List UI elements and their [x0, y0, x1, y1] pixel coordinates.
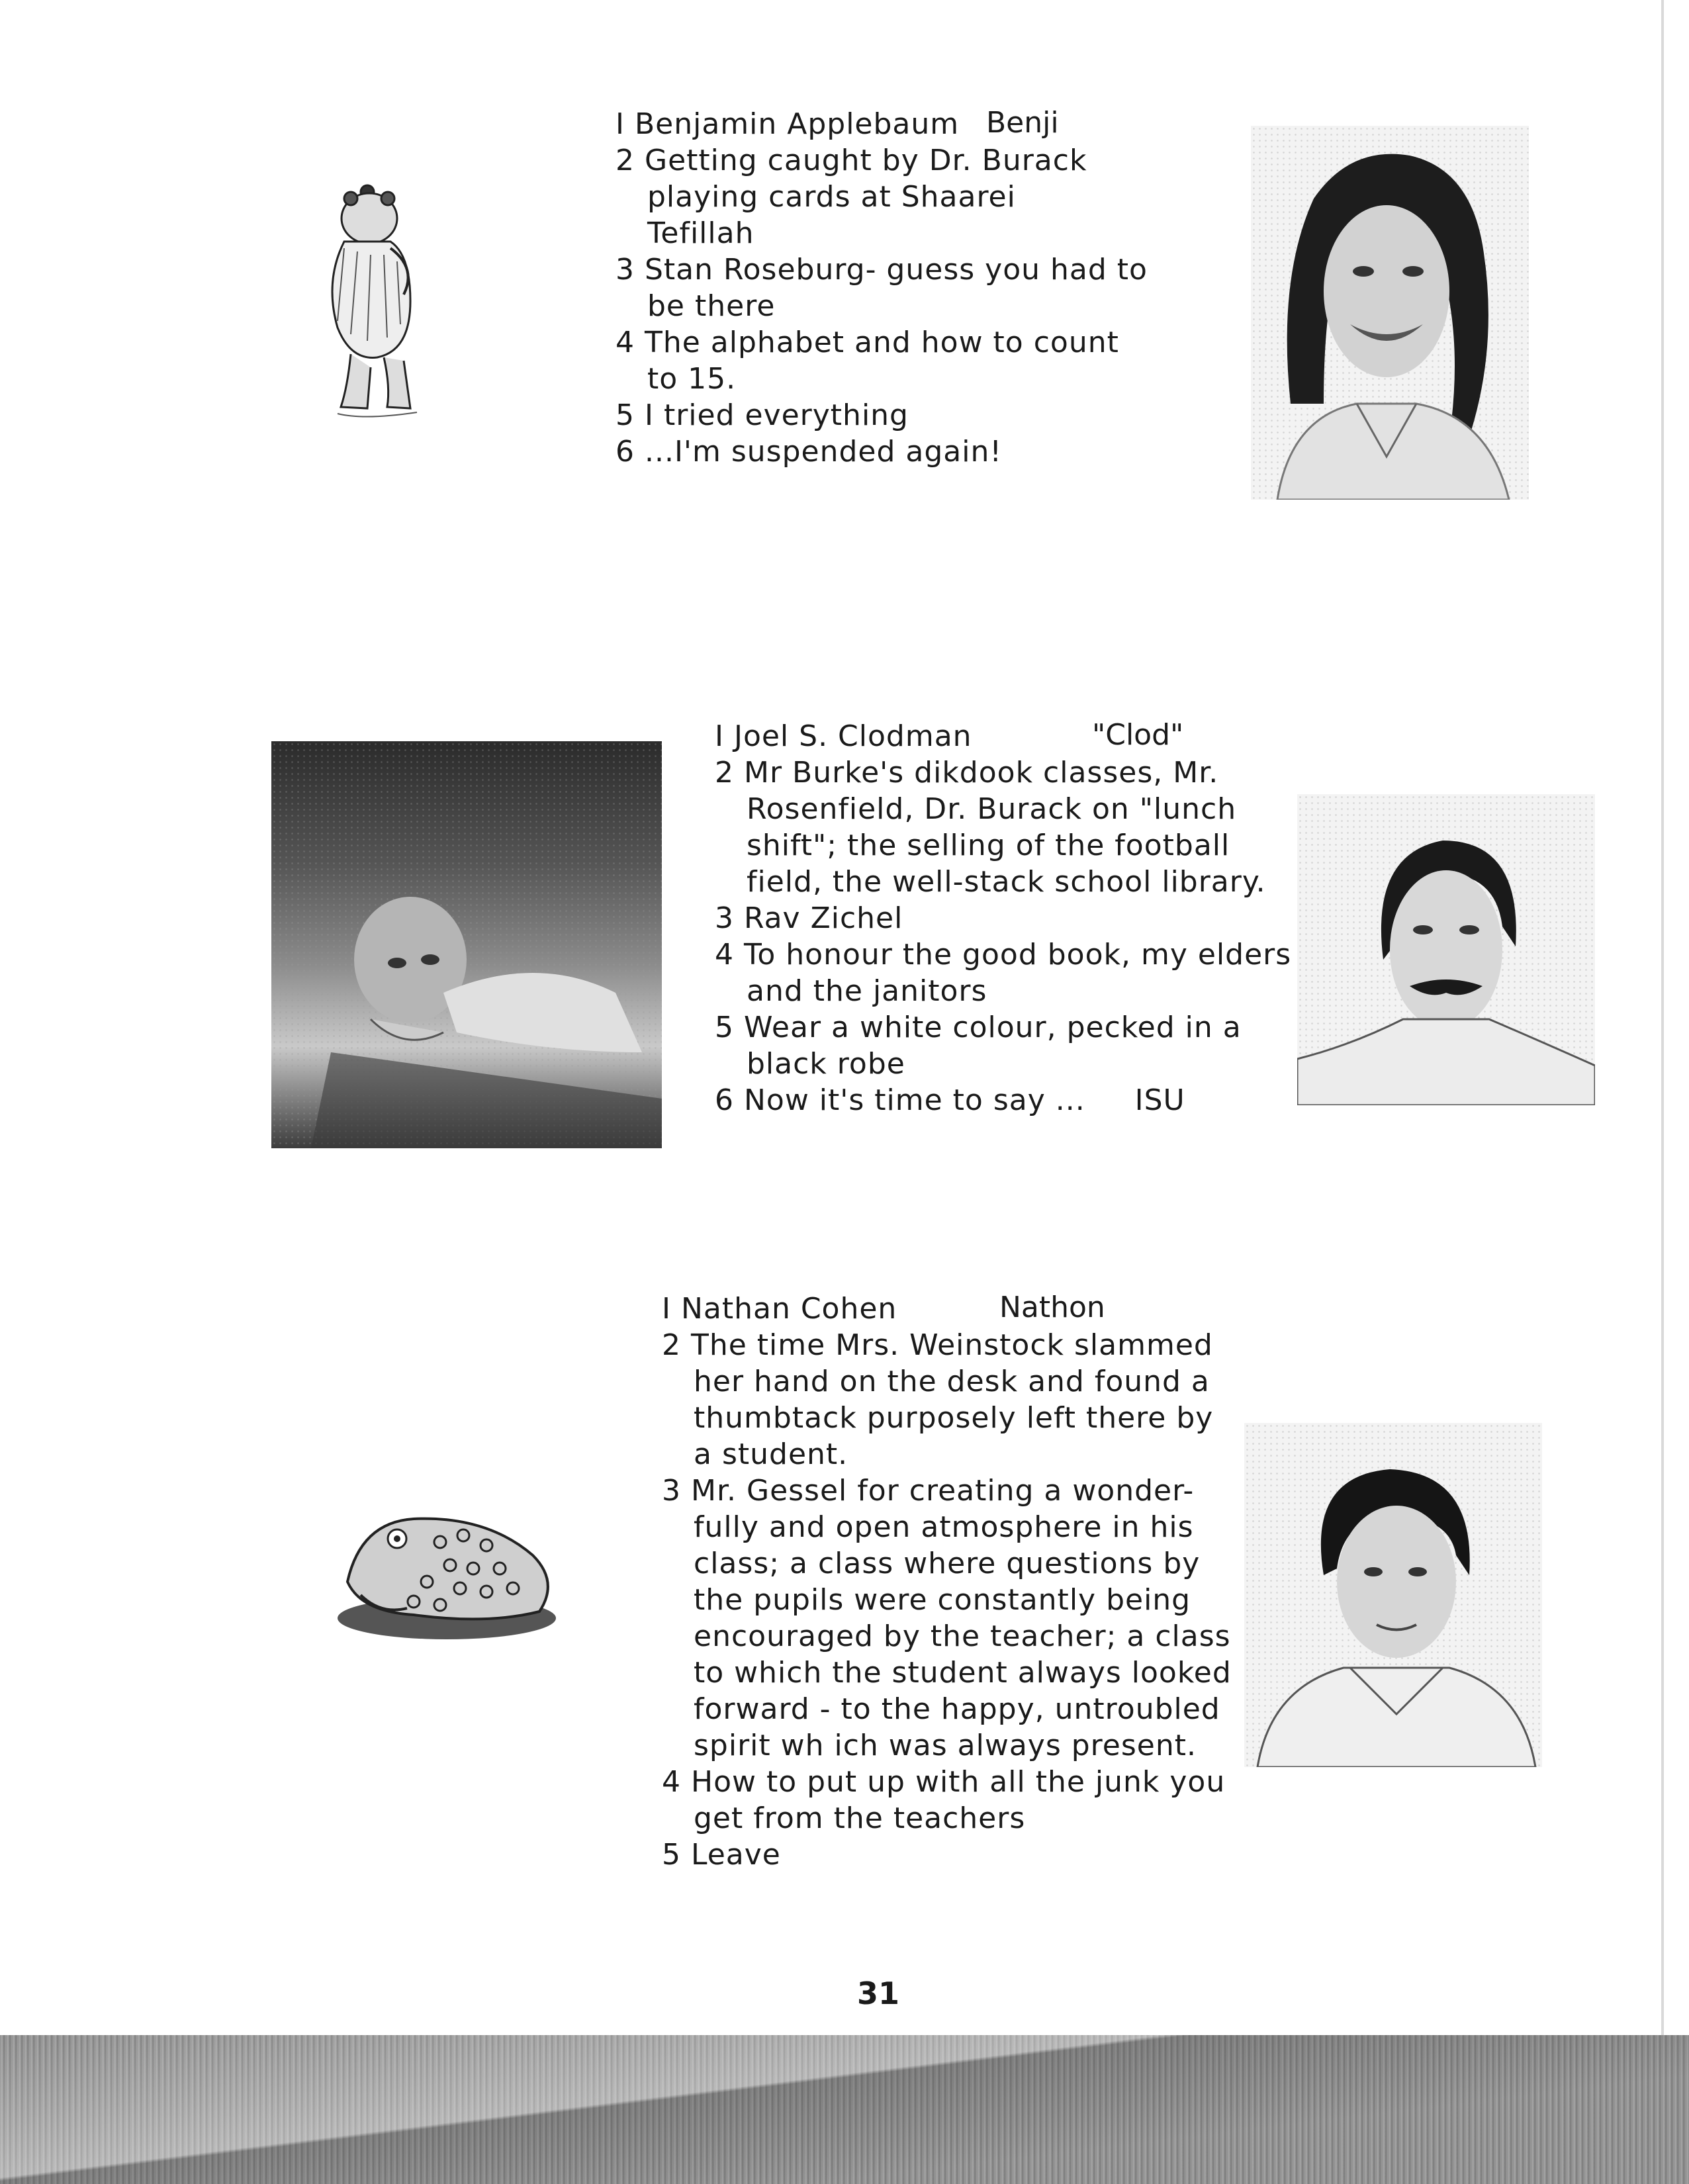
entry-line: forward - to the happy, untroubled: [694, 1692, 1220, 1726]
entry-line: class; a class where questions by: [694, 1547, 1201, 1580]
entry-line: field, the well-stack school library.: [747, 865, 1266, 899]
entry-line: 5 Wear a white colour, pecked in a: [715, 1011, 1242, 1044]
entry-line: Tefillah: [647, 216, 754, 250]
entry-line: 6 Now it's time to say ... ISU: [715, 1083, 1185, 1117]
entry-line: 4 To honour the good book, my elders: [715, 938, 1292, 972]
nickname: Nathon: [999, 1291, 1105, 1324]
baby-photo: [271, 741, 662, 1148]
entry-line: 2 Mr Burke's dikdook classes, Mr.: [715, 756, 1219, 790]
entry-line: get from the teachers: [694, 1801, 1026, 1835]
entry-line: I Joel S. Clodman: [715, 719, 972, 753]
entry-text-joel-clodman: [715, 718, 1291, 1118]
entry-line: playing cards at Shaarei: [647, 180, 1016, 214]
entry-line: spirit wh ich was always present.: [694, 1729, 1197, 1762]
entry-line: I Benjamin Applebaum: [616, 107, 960, 141]
entry-line: to 15.: [647, 362, 737, 396]
entry-line: 3 Rav Zichel: [715, 901, 903, 935]
entry-line: thumbtack purposely left there by: [694, 1401, 1214, 1435]
entry-line: 3 Stan Roseburg- guess you had to: [616, 253, 1148, 287]
entry-line: Rosenfield, Dr. Burack on "lunch: [747, 792, 1237, 826]
entry-line: 5 I tried everything: [616, 398, 909, 432]
entry-line: her hand on the desk and found a: [694, 1365, 1210, 1398]
entry-line: 6 ...I'm suspended again!: [616, 435, 1003, 469]
portrait-photo: [1251, 126, 1529, 500]
entry-line: the pupils were constantly being: [694, 1583, 1191, 1617]
entry-line: 5 Leave: [662, 1838, 781, 1872]
entry-line: 4 How to put up with all the junk you: [662, 1765, 1226, 1799]
entry-line: and the janitors: [747, 974, 987, 1008]
entry-line: fully and open atmosphere in his: [694, 1510, 1194, 1544]
bear-illustration: [311, 169, 424, 427]
entry-line: 4 The alphabet and how to count: [616, 326, 1119, 359]
entry-line: 2 The time Mrs. Weinstock slammed: [662, 1328, 1213, 1362]
entry-text-benjamin-applebaum: [616, 106, 1148, 470]
frog-illustration: [334, 1502, 559, 1641]
entry-line: be there: [647, 289, 776, 323]
entry-line: 2 Getting caught by Dr. Burack: [616, 144, 1087, 177]
entry-line: I Nathan Cohen: [662, 1292, 897, 1326]
entry-line: black robe: [747, 1047, 905, 1081]
portrait-photo: [1297, 794, 1595, 1105]
page-edge: [1661, 0, 1664, 2038]
nickname: Benji: [986, 106, 1059, 140]
entry-line: to which the student always looked: [694, 1656, 1232, 1690]
entry-line: shift"; the selling of the football: [747, 829, 1230, 862]
nickname: "Clod": [1092, 718, 1184, 752]
entry-text-nathan-cohen: [662, 1291, 1232, 1873]
portrait-photo: [1244, 1423, 1542, 1767]
entry-line: 3 Mr. Gessel for creating a wonder-: [662, 1474, 1195, 1508]
entry-line: a student.: [694, 1437, 848, 1471]
scanner-fold: [0, 2035, 1689, 2184]
entry-line: encouraged by the teacher; a class: [694, 1619, 1231, 1653]
page-number: 31: [856, 1976, 899, 2011]
